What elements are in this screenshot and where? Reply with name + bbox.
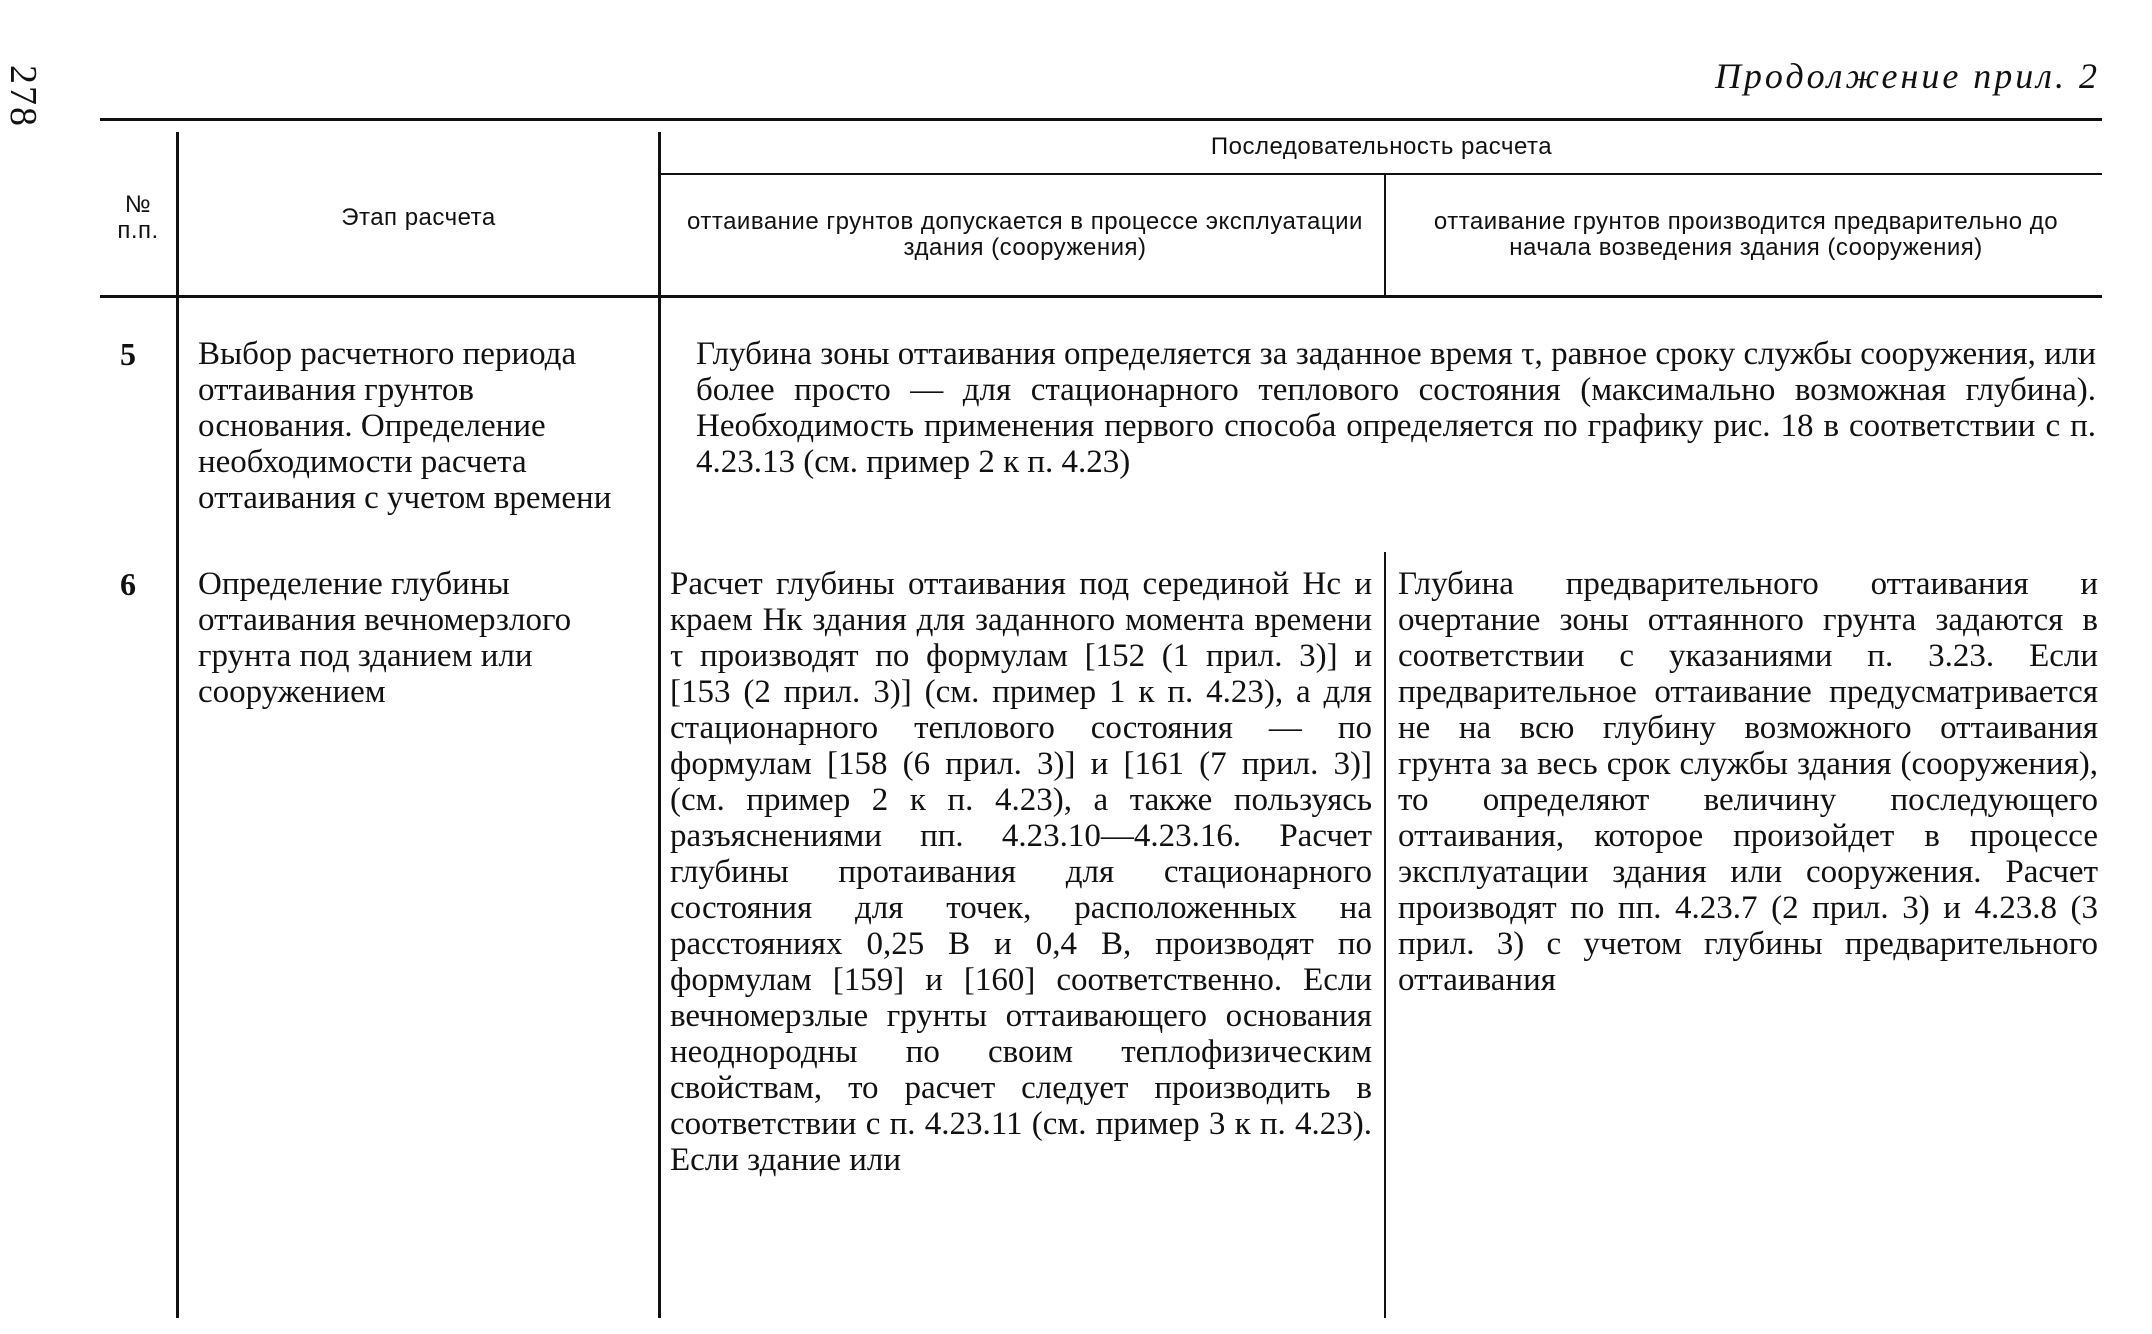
subheader-rule xyxy=(660,173,2102,175)
header-sequence: Последовательность расчета xyxy=(1210,133,1553,160)
header-col-during: оттаивание грунтов допускается в процессе эксплуатации здания (сооружения) xyxy=(687,208,1363,261)
row-6-before: Глубина предварительного оттаивания и очертание зоны оттаянного грунта задаются в соответствии с указаниями п. 3.23. Если предварительное оттаивание предусматривается не на всю глубину возможного оттаивания грунта за весь срок службы здания (сооружения), то определяют величину последующего оттаивания, которое произойдет в процессе эксплуатации здания или сооружения. Расчет производят по пп. 4.23.7 (2 прил. 3) и 4.23.8 (3 прил. 3) с учетом глубины предварительного оттаивания xyxy=(1398,566,2098,998)
row-5-number: 5 xyxy=(120,336,136,372)
num-column-divider xyxy=(176,132,179,1318)
table-top-rule xyxy=(100,118,2102,121)
subheader-divider xyxy=(1384,175,1386,296)
page-number: 278 xyxy=(2,65,44,128)
calculation-table xyxy=(100,118,2102,1334)
stage-column-divider xyxy=(658,132,661,1318)
row-6-stage: Определение глубины оттаивания вечномерзлого грунта под зданием или сооружением xyxy=(198,566,572,710)
header-num: № п.п. xyxy=(117,191,159,244)
header-col-before: оттаивание грунтов производится предварительно до начала возведения здания (сооружения) xyxy=(1433,208,2059,261)
row-5-sequence: Глубина зоны оттаивания определяется за заданное время τ, равное сроку службы сооружения, или более просто — для стационарного теплового состояния (максимально возможная глубина). Необходимость применения первого способа определяется по графику рис. 18 в соответствии с п. 4.23.13 (см. пример 2 к п. 4.23) xyxy=(696,336,2096,480)
header-bottom-rule xyxy=(100,295,2102,298)
row-5-stage: Выбор расчетного периода оттаивания грунтов основания. Определение необходимости расчета оттаивания с учетом времени xyxy=(198,336,612,516)
header-stage: Этап расчета xyxy=(341,204,496,231)
row-6-number: 6 xyxy=(120,566,136,602)
continuation-caption: Продолжение прил. 2 xyxy=(1714,56,2100,96)
row-6-during: Расчет глубины оттаивания под серединой Hс и краем Hк здания для заданного момента времени τ производят по формулам [152 (1 прил. 3)] и [153 (2 прил. 3)] (см. пример 1 к п. 4.23), а для стационарного теплового состояния — по формулам [158 (6 прил. 3)] и [161 (7 прил. 3)] (см. пример 2 к п. 4.23), а также пользуясь разъяснениями пп. 4.23.10—4.23.16. Расчет глубины протаивания для стационарного состояния для точек, расположенных на расстояниях 0,25 B и 0,4 B, производят по формулам [159] и [160] соответственно. Если вечномерзлые грунты оттаивающего основания неоднородны по своим теплофизическим свойствам, то расчет следует производить в соответствии с п. 4.23.11 (см. пример 3 к п. 4.23). Если здание или xyxy=(670,566,1372,1178)
row6-column-divider xyxy=(1384,552,1386,1318)
